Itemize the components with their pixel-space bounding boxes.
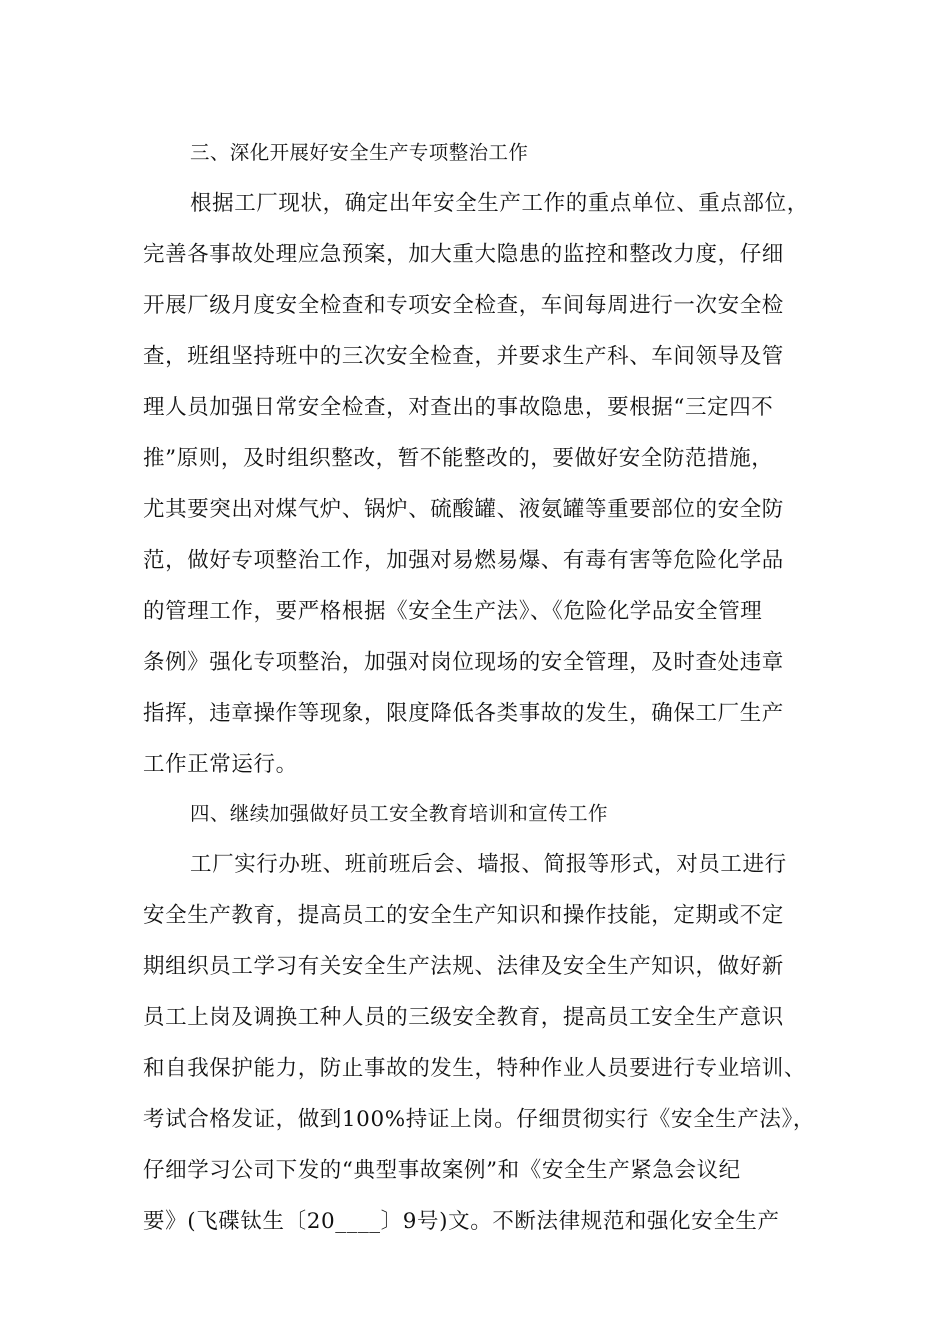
paragraph-line: 根据工厂现状，确定出年安全生产工作的重点单位、重点部位，: [190, 191, 809, 216]
section-heading-4: 四、继续加强做好员工安全教育培训和宣传工作: [190, 802, 608, 825]
paragraph-line: 仔细学习公司下发的“典型事故案例”和《安全生产紧急会议纪: [143, 1158, 741, 1183]
paragraph-line: 开展厂级月度安全检查和专项安全检查，车间每周进行一次安全检: [143, 293, 784, 318]
paragraph-line: 考试合格发证，做到100%持证上岗。仔细贯彻实行《安全生产法》，: [143, 1107, 815, 1132]
paragraph-line: 尤其要突出对煤气炉、锅炉、硫酸罐、液氨罐等重要部位的安全防: [143, 497, 784, 522]
paragraph-line: 要》(飞碟钛生〔20____〕9号)文。不断法律规范和强化安全生产: [143, 1209, 780, 1234]
section-heading-3: 三、深化开展好安全生产专项整治工作: [190, 141, 529, 164]
paragraph-line: 理人员加强日常安全检查，对查出的事故隐患，要根据“三定四不: [143, 395, 774, 420]
paragraph-line: 和自我保护能力，防止事故的发生，特种作业人员要进行专业培训、: [143, 1056, 807, 1081]
paragraph-line: 范，做好专项整治工作，加强对易燃易爆、有毒有害等危险化学品: [143, 548, 784, 573]
paragraph-line: 推”原则，及时组织整改，暂不能整改的，要做好安全防范措施，: [143, 446, 774, 471]
paragraph-line: 指挥，违章操作等现象，限度降低各类事故的发生，确保工厂生产: [143, 701, 784, 726]
paragraph-line: 安全生产教育，提高员工的安全生产知识和操作技能，定期或不定: [143, 903, 784, 928]
paragraph-line: 条例》强化专项整治，加强对岗位现场的安全管理，及时查处违章: [143, 650, 784, 675]
paragraph-line: 员工上岗及调换工种人员的三级安全教育，提高员工安全生产意识: [143, 1005, 784, 1030]
paragraph-line: 完善各事故处理应急预案，加大重大隐患的监控和整改力度，仔细: [143, 242, 784, 267]
paragraph-line: 工厂实行办班、班前班后会、墙报、简报等形式，对员工进行: [190, 852, 787, 877]
paragraph-line: 查，班组坚持班中的三次安全检查，并要求生产科、车间领导及管: [143, 344, 784, 369]
paragraph-line: 的管理工作，要严格根据《安全生产法》、《危险化学品安全管理: [143, 599, 763, 624]
paragraph-line: 期组织员工学习有关安全生产法规、法律及安全生产知识，做好新: [143, 954, 784, 979]
paragraph-line: 工作正常运行。: [143, 752, 298, 777]
